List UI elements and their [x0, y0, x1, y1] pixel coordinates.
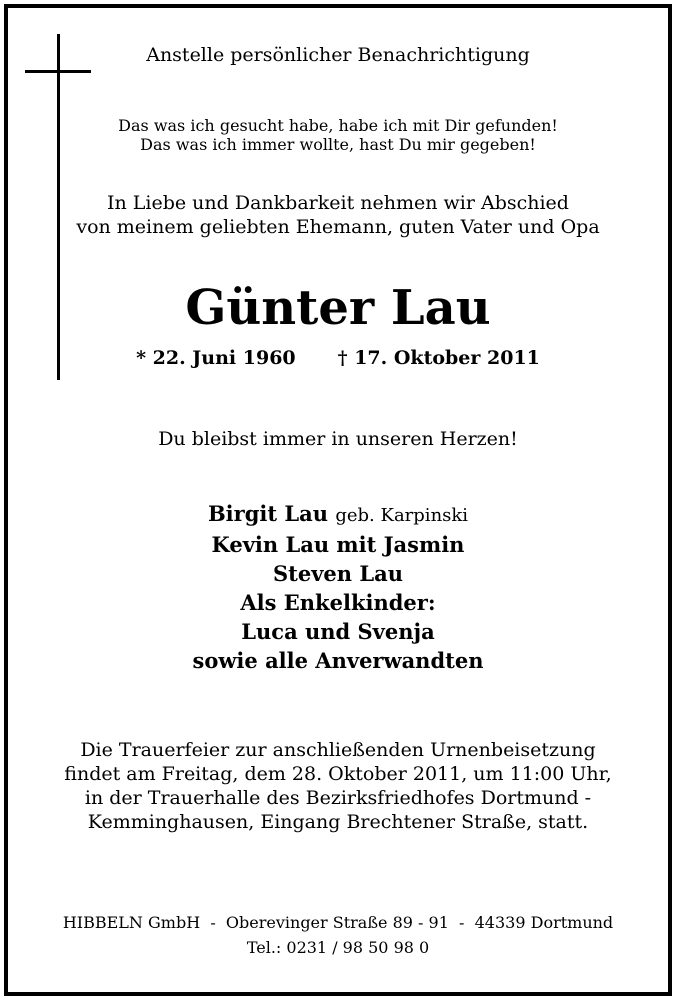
mourner: Steven Lau: [272, 561, 403, 586]
motto: Du bleibst immer in unseren Herzen!: [158, 428, 518, 450]
mourner: sowie alle Anverwandten: [192, 648, 484, 673]
mourner: [0, 499, 676, 530]
service-line: Kemminghausen, Eingang Brechtener Straße, statt.: [87, 811, 589, 833]
mourner-name: Birgit Lau: [207, 501, 329, 526]
cross-icon-bar: [25, 70, 91, 73]
funeral-home-phone: Tel.: 0231 / 98 50 98 0: [246, 938, 430, 957]
intro-line-2: von meinem geliebten Ehemann, guten Vater und Opa: [76, 216, 600, 238]
service-info: [0, 738, 676, 834]
mourner-maiden-name: geb. Karpinski: [335, 505, 469, 526]
service-line: findet am Freitag, dem 28. Oktober 2011, um 11:00 Uhr,: [64, 763, 612, 785]
funeral-home-address: HIBBELN GmbH - Oberevinger Straße 89 - 91 - 44339 Dortmund: [62, 913, 614, 932]
life-dates: [0, 347, 676, 369]
grandchildren-label: Als Enkelkinder:: [240, 590, 436, 615]
quote-line-2: Das was ich immer wollte, hast Du mir gegeben!: [140, 135, 536, 154]
service-line: in der Trauerhalle des Bezirksfriedhofes Dortmund -: [84, 787, 592, 809]
quote-line-1: Das was ich gesucht habe, habe ich mit Dir gefunden!: [118, 116, 558, 135]
death-date: † 17. Oktober 2011: [337, 347, 540, 369]
mourner: Kevin Lau mit Jasmin: [211, 532, 465, 557]
birth-date: * 22. Juni 1960: [136, 347, 296, 369]
deceased-name: Günter Lau: [185, 280, 491, 336]
notice-header: Anstelle persönlicher Benachrichtigung: [146, 44, 530, 66]
intro-line-1: In Liebe und Dankbarkeit nehmen wir Abschied: [107, 192, 569, 214]
mourner: Luca und Svenja: [241, 619, 435, 644]
service-line: Die Trauerfeier zur anschließenden Urnenbeisetzung: [80, 739, 596, 761]
mourners-list: [0, 499, 676, 675]
